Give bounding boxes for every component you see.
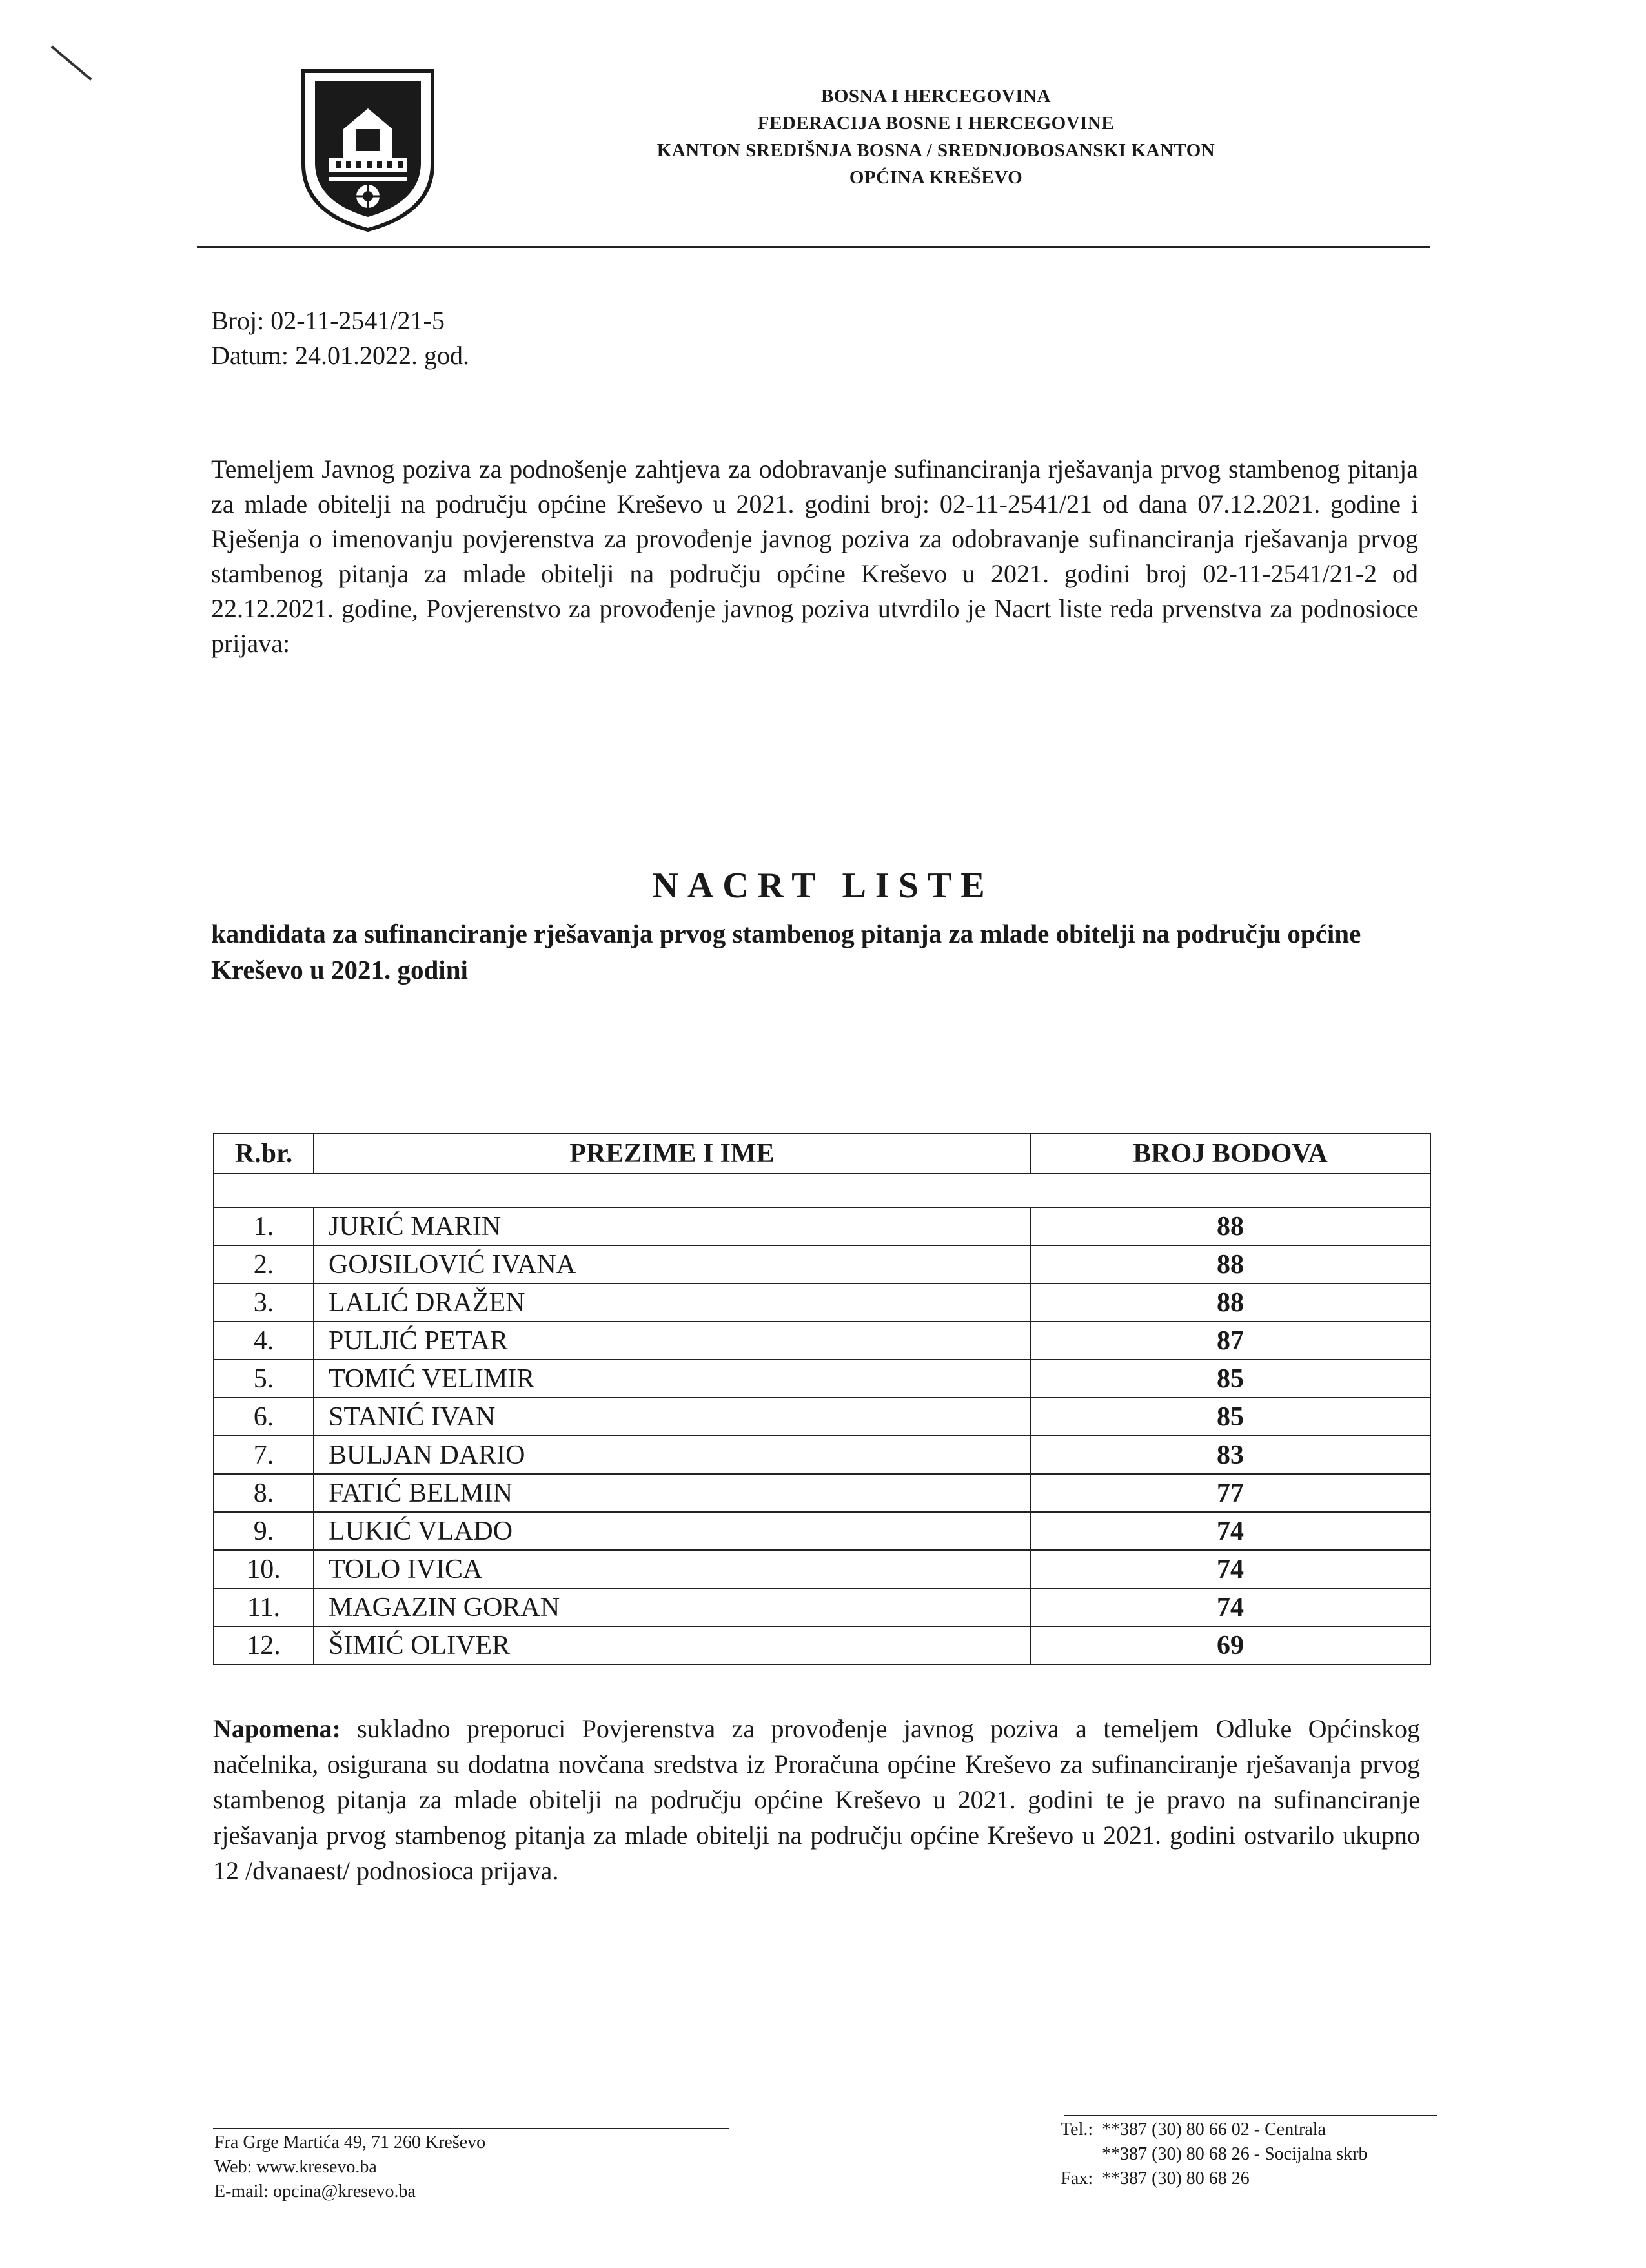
table-row [214,1207,1430,1245]
row-number: 12. [214,1626,314,1664]
row-name: STANIĆ IVAN [314,1398,1030,1436]
note-paragraph [213,1711,1420,1888]
row-points: 88 [1030,1207,1430,1245]
row-number: 10. [214,1550,314,1588]
row-number: 4. [214,1322,314,1360]
header-divider [197,246,1430,248]
footer-tel-label: Tel.: [1061,2120,1093,2140]
list-subtitle: kandidata za sufinanciranje rješavanja prvog stambenog pitanja za mlade obitelji na području općine Kreševo u 2021. godini [211,919,1361,985]
footer-address: Fra Grge Martića 49, 71 260 Kreševo [214,2132,486,2152]
col-header-name: PREZIME I IME [314,1134,1030,1174]
row-name: TOMIĆ VELIMIR [314,1360,1030,1398]
institution-header [581,83,1291,191]
row-points: 83 [1030,1436,1430,1474]
row-name: FATIĆ BELMIN [314,1474,1030,1512]
row-number: 11. [214,1588,314,1626]
row-points: 88 [1030,1245,1430,1283]
row-number: 8. [214,1474,314,1512]
row-name: LUKIĆ VLADO [314,1512,1030,1550]
row-points: 85 [1030,1398,1430,1436]
header-country: BOSNA I HERCEGOVINA [821,86,1051,107]
table-row [214,1398,1430,1436]
row-points: 77 [1030,1474,1430,1512]
row-points: 87 [1030,1322,1430,1360]
list-title: NACRT LISTE [652,866,994,906]
row-name: TOLO IVICA [314,1550,1030,1588]
footer-divider-left [213,2128,729,2129]
row-number: 5. [214,1360,314,1398]
table-row [214,1322,1430,1360]
reference-number: Broj: 02-11-2541/21-5 [211,306,445,335]
row-points: 85 [1030,1360,1430,1398]
header-federation: FEDERACIJA BOSNE I HERCEGOVINE [757,113,1115,134]
header-municipality: OPĆINA KREŠEVO [849,167,1023,188]
row-name: BULJAN DARIO [314,1436,1030,1474]
footer-email: E-mail: opcina@kresevo.ba [214,2181,416,2202]
row-points: 88 [1030,1283,1430,1322]
row-name: ŠIMIĆ OLIVER [314,1626,1030,1664]
table-row [214,1283,1430,1322]
table-row [214,1436,1430,1474]
table-row [214,1626,1430,1664]
row-name: JURIĆ MARIN [314,1207,1030,1245]
row-number: 3. [214,1283,314,1322]
row-number: 9. [214,1512,314,1550]
header-canton: KANTON SREDIŠNJA BOSNA / SREDNJOBOSANSKI KANTON [656,140,1215,161]
table-body [214,1207,1430,1664]
footer-phones [1061,2118,1368,2191]
row-points: 74 [1030,1550,1430,1588]
col-header-rbr: R.br. [214,1134,314,1174]
table-spacer-row [214,1174,1430,1207]
row-name: LALIĆ DRAŽEN [314,1283,1030,1322]
footer-web: Web: www.kresevo.ba [214,2157,377,2177]
footer-tel-2: **387 (30) 80 68 26 - Socijalna skrb [1102,2144,1368,2164]
table-header-row [214,1134,1430,1174]
table-row [214,1245,1430,1283]
footer-contact [214,2130,485,2204]
row-points: 74 [1030,1588,1430,1626]
row-points: 69 [1030,1626,1430,1664]
intro-paragraph: Temeljem Javnog poziva za podnošenje zahtjeva za odobravanje sufinanciranja rješavanja prvog stambenog pitanja za mlade obitelji na području općine Kreševo u 2021. godini broj: 02-11-2541/21 od dana 07.12.2021. godine i Rješenja o imenovanju povjerenstva za provođenje javnog poziva za odobravanje sufinanciranja rješavanja prvog stambenog pitanja za mlade obitelji na području općine Kreševo u 2021. godini broj 02-11-2541/21-2 od 22.12.2021. godine, Povjerenstvo za provođenje javnog poziva utvrdilo je Nacrt liste reda prvenstva za podnosioce prijava: [211,455,1418,658]
table-row [214,1474,1430,1512]
row-number: 6. [214,1398,314,1436]
table-row [214,1512,1430,1550]
scan-mark [51,45,92,80]
row-number: 7. [214,1436,314,1474]
row-name: GOJSILOVIĆ IVANA [314,1245,1030,1283]
footer-divider-right [1064,2115,1437,2116]
row-points: 74 [1030,1512,1430,1550]
table-row [214,1360,1430,1398]
note-label: Napomena: [213,1714,341,1743]
document-reference [211,303,469,373]
reference-date: Datum: 24.01.2022. god. [211,341,469,370]
row-name: MAGAZIN GORAN [314,1588,1030,1626]
table-row [214,1588,1430,1626]
row-number: 2. [214,1245,314,1283]
footer-fax: **387 (30) 80 68 26 [1102,2169,1250,2189]
row-number: 1. [214,1207,314,1245]
municipality-crest-icon [298,67,438,232]
footer-tel-1: **387 (30) 80 66 02 - Centrala [1102,2120,1326,2140]
table-row [214,1550,1430,1588]
ranking-table [213,1133,1431,1665]
footer-fax-label: Fax: [1061,2169,1093,2189]
row-name: PULJIĆ PETAR [314,1322,1030,1360]
note-text: sukladno preporuci Povjerenstva za provođenje javnog poziva a temeljem Odluke Općinskog načelnika, osigurana su dodatna novčana sredstva iz Proračuna općine Kreševo za sufinanciranje rješavanja prvog stambenog pitanja za mlade obitelji na području općine Kreševo u 2021. godini te je pravo na sufinanciranje rješavanja prvog stambenog pitanja za mlade obitelji na području općine Kreševo u 2021. godini ostvarilo ukupno 12 /dvanaest/ podnosioca prijava. [213,1714,1420,1885]
col-header-points: BROJ BODOVA [1030,1134,1430,1174]
